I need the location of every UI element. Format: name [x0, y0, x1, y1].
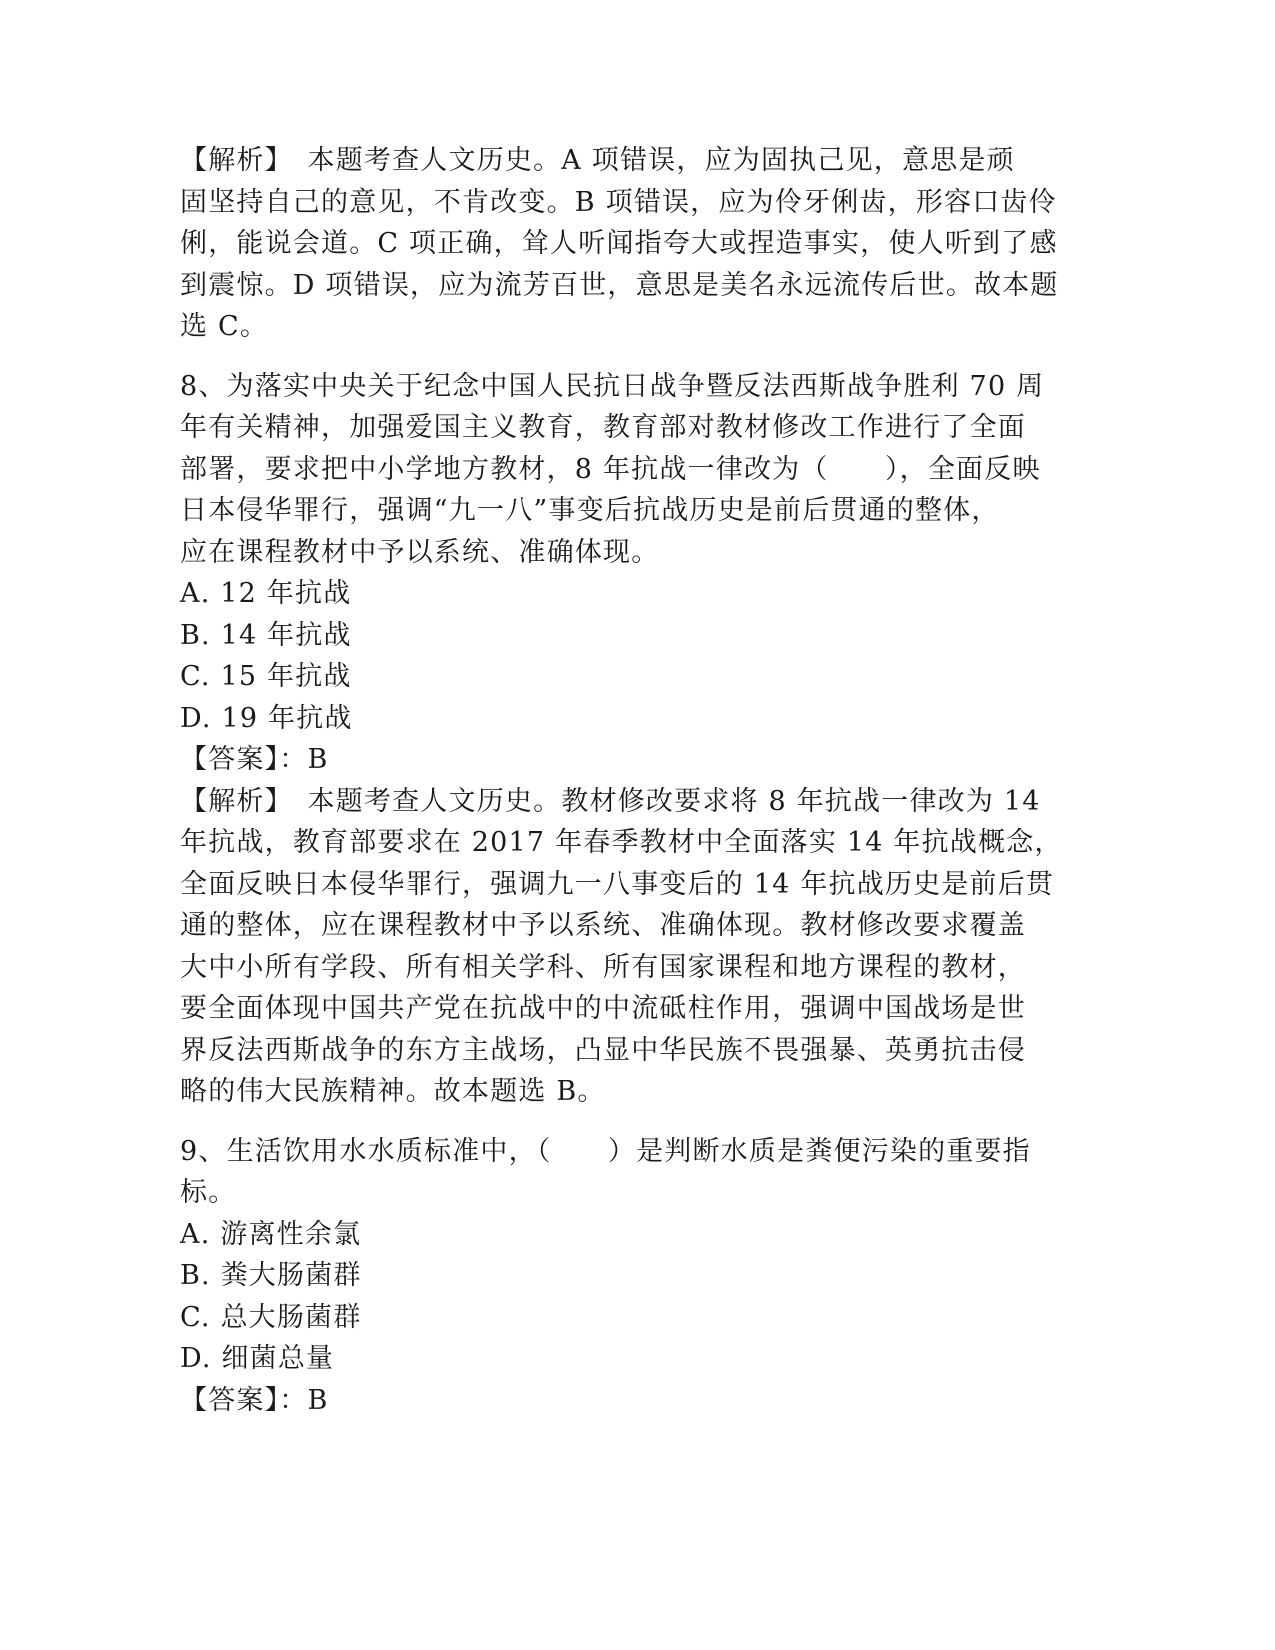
option-b: B. 粪大肠菌群	[180, 1260, 362, 1291]
text-line: 到震惊。D 项错误，应为流芳百世，意思是美名永远流传后世。故本题	[180, 269, 1059, 301]
analysis-line: 要全面体现中国共产党在抗战中的中流砥柱作用，强调中国战场是世	[180, 993, 1026, 1024]
option-b: B. 14 年抗战	[180, 619, 352, 651]
option-c: C. 15 年抗战	[180, 661, 352, 692]
analysis-line: 全面反映日本侵华罪行，强调九一八事变后的 14 年抗战历史是前后贯	[180, 868, 1055, 900]
analysis-line: 大中小所有学段、所有相关学科、所有国家课程和地方课程的教材，	[180, 951, 1026, 983]
option-d: D. 19 年抗战	[180, 702, 353, 734]
analysis-line: 【解析】 本题考查人文历史。教材修改要求将 8 年抗战一律改为 14	[180, 785, 1041, 817]
text-line: 俐，能说会道。C 项正确，耸人听闻指夸大或捏造事实，使人听到了感	[180, 228, 1058, 259]
q7-analysis	[180, 140, 1080, 348]
option-d: D. 细菌总量	[180, 1343, 335, 1374]
spacer	[180, 1113, 1080, 1131]
analysis-line: 略的伟大民族精神。故本题选 B。	[180, 1076, 606, 1107]
spacer	[180, 348, 1080, 366]
question-stem-line: 9、生活饮用水水质标准中，（ ）是判断水质是粪便污染的重要指	[180, 1135, 1031, 1167]
text-line: 【解析】 本题考查人文历史。A 项错误，应为固执己见，意思是顽	[180, 145, 1015, 176]
question-stem-line: 部署，要求把中小学地方教材，8 年抗战一律改为（ ），全面反映	[180, 453, 1041, 485]
question-stem-line: 年有关精神，加强爱国主义教育，教育部对教材修改工作进行了全面	[180, 412, 1026, 443]
analysis-line: 界反法西斯战争的东方主战场，凸显中华民族不畏强暴、英勇抗击侵	[180, 1034, 1026, 1066]
question-stem-line: 8、为落实中央关于纪念中国人民抗日战争暨反法西斯战争胜利 70 周	[180, 370, 1045, 402]
answer-line: 【答案】：B	[180, 744, 329, 775]
analysis-line: 通的整体，应在课程教材中予以系统、准确体现。教材修改要求覆盖	[180, 910, 1026, 941]
analysis-line: 年抗战，教育部要求在 2017 年春季教材中全面落实 14 年抗战概念，	[180, 827, 1063, 858]
document-page	[180, 140, 1080, 1421]
question-stem-line: 应在课程教材中予以系统、准确体现。	[180, 536, 660, 568]
option-a: A. 12 年抗战	[180, 578, 352, 609]
question-stem-line: 标。	[180, 1177, 237, 1208]
option-c: C. 总大肠菌群	[180, 1301, 362, 1333]
question-8	[180, 366, 1080, 1113]
text-line: 固坚持自己的意见，不肯改变。B 项错误，应为伶牙俐齿，形容口齿伶	[180, 186, 1057, 218]
answer-line: 【答案】：B	[180, 1384, 329, 1416]
question-stem-line: 日本侵华罪行，强调“九一八”事变后抗战历史是前后贯通的整体，	[180, 495, 1000, 526]
option-a: A. 游离性余氯	[180, 1218, 362, 1250]
text-line: 选 C。	[180, 311, 269, 342]
question-9	[180, 1131, 1080, 1422]
